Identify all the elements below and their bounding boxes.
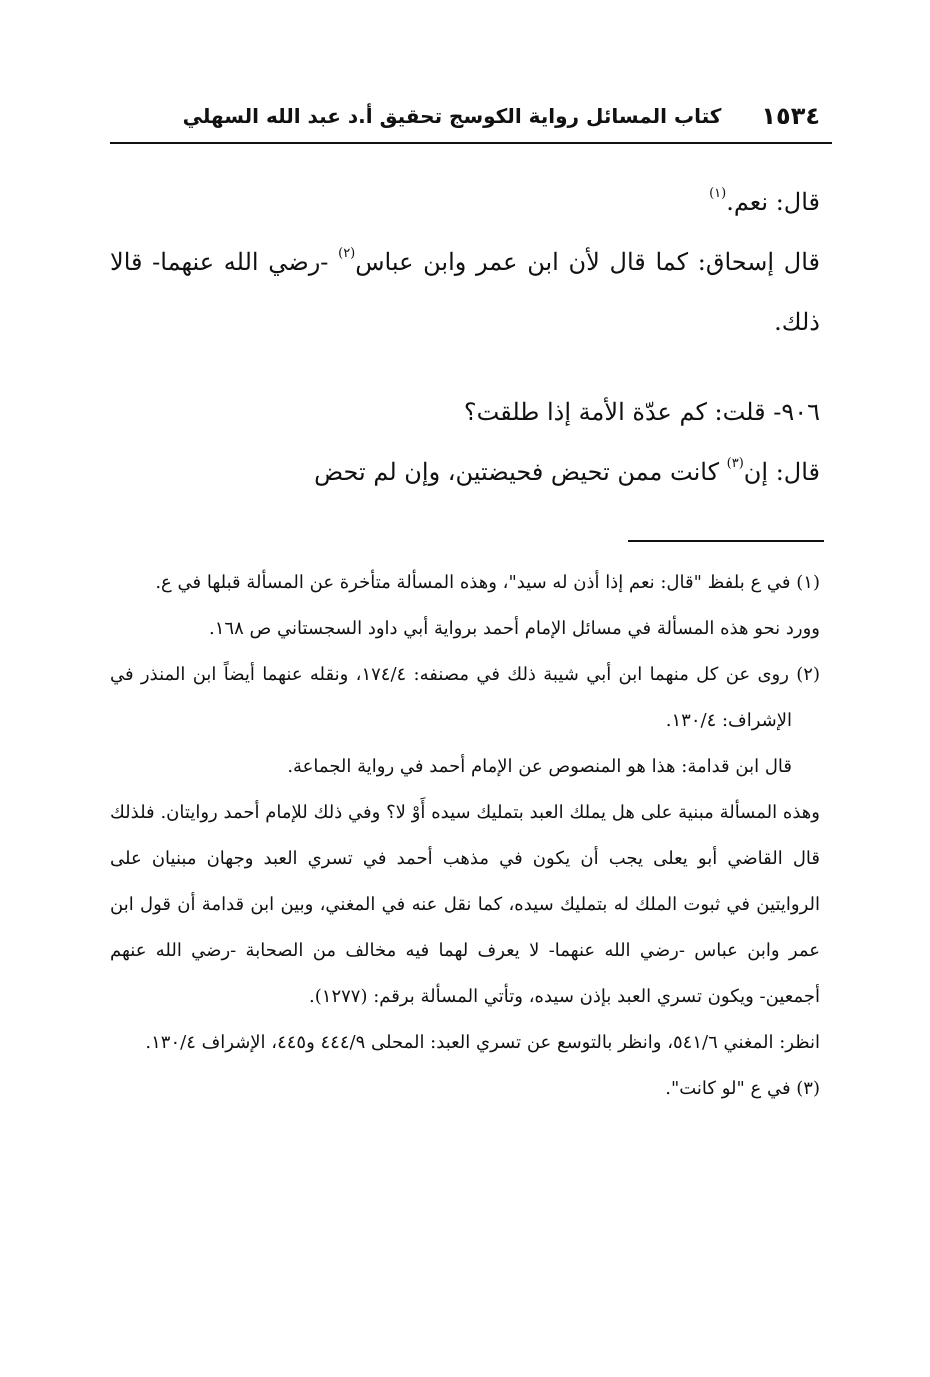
page-header xyxy=(110,96,820,136)
footnote-3: (٣) في ع "لو كانت". xyxy=(665,1078,820,1099)
footnote-2: (٢) روى عن كل منهما ابن أبي شيبة ذلك في مصنفه: ١٧٤/٤، ونقله عنهما أيضاً ابن المنذر في الإشراف: ١٣٠/٤. xyxy=(110,664,820,731)
footnote-ref[interactable]: (٣) xyxy=(726,456,744,471)
footnotes xyxy=(110,560,820,1112)
text-run: -رضي الله عنهما- قالا ذلك. xyxy=(110,248,820,336)
page-number: ١٥٣٤ xyxy=(761,102,820,130)
footnote-2-paragraph: قال ابن قدامة: هذا هو المنصوص عن الإمام أحمد في رواية الجماعة. xyxy=(287,756,792,777)
footnote-2-paragraph: انظر: المغني ٥٤١/٦، وانظر بالتوسع عن تسري العبد: المحلى ٤٤٤/٩ و٤٤٥، الإشراف ١٣٠/٤. xyxy=(145,1032,820,1053)
footnote-1: (١) في ع بلفظ "قال: نعم إذا أذن له سيد"، وهذه المسألة متأخرة عن المسألة قبلها في ع. xyxy=(155,572,820,593)
footnote-2-paragraph: وهذه المسألة مبنية على هل يملك العبد بتمليك سيده أَوْ لا؟ وفي ذلك للإمام أحمد روايتان. فلذلك قال القاضي أبو يعلى يجب أن يكون في مذهب أحمد في تسري العبد وجهان مبنيان على الروايتين في ثبوت الملك له بتمليك سيده، كما نقل عنه في المغني، وبين ابن قدامة أن قول ابن عمر وابن عباس -رضي الله عنهما- لا يعرف لهما فيه مخالف من الصحابة -رضي الله عنهم أجمعين- ويكون تسري العبد بإذن سيده، وتأتي المسألة برقم: (١٢٧٧). xyxy=(110,802,820,1007)
main-text xyxy=(110,172,820,502)
footnote-1-continued: وورد نحو هذه المسألة في مسائل الإمام أحمد برواية أبي داود السجستاني ص ١٦٨. xyxy=(209,618,820,639)
text-line xyxy=(110,232,820,352)
footnote-divider xyxy=(628,540,824,542)
answer-line xyxy=(110,442,820,502)
running-title: كتاب المسائل رواية الكوسج تحقيق أ.د عبد الله السهلي xyxy=(182,104,722,128)
text-run: كانت ممن تحيض فحيضتين، وإن لم تحض xyxy=(314,458,727,486)
footnote-ref[interactable]: (٢) xyxy=(338,246,356,261)
footnote-ref[interactable]: (١) xyxy=(709,186,727,201)
header-divider xyxy=(110,142,832,144)
text-run: قال إسحاق: كما قال لأن ابن عمر وابن عباس xyxy=(355,248,820,276)
text-line xyxy=(110,172,820,232)
spacer xyxy=(110,352,820,382)
question-line: ٩٠٦- قلت: كم عدّة الأمة إذا طلقت؟ xyxy=(463,398,820,426)
text-run: قال: نعم. xyxy=(726,188,820,216)
text-run: قال: إن xyxy=(743,458,820,486)
